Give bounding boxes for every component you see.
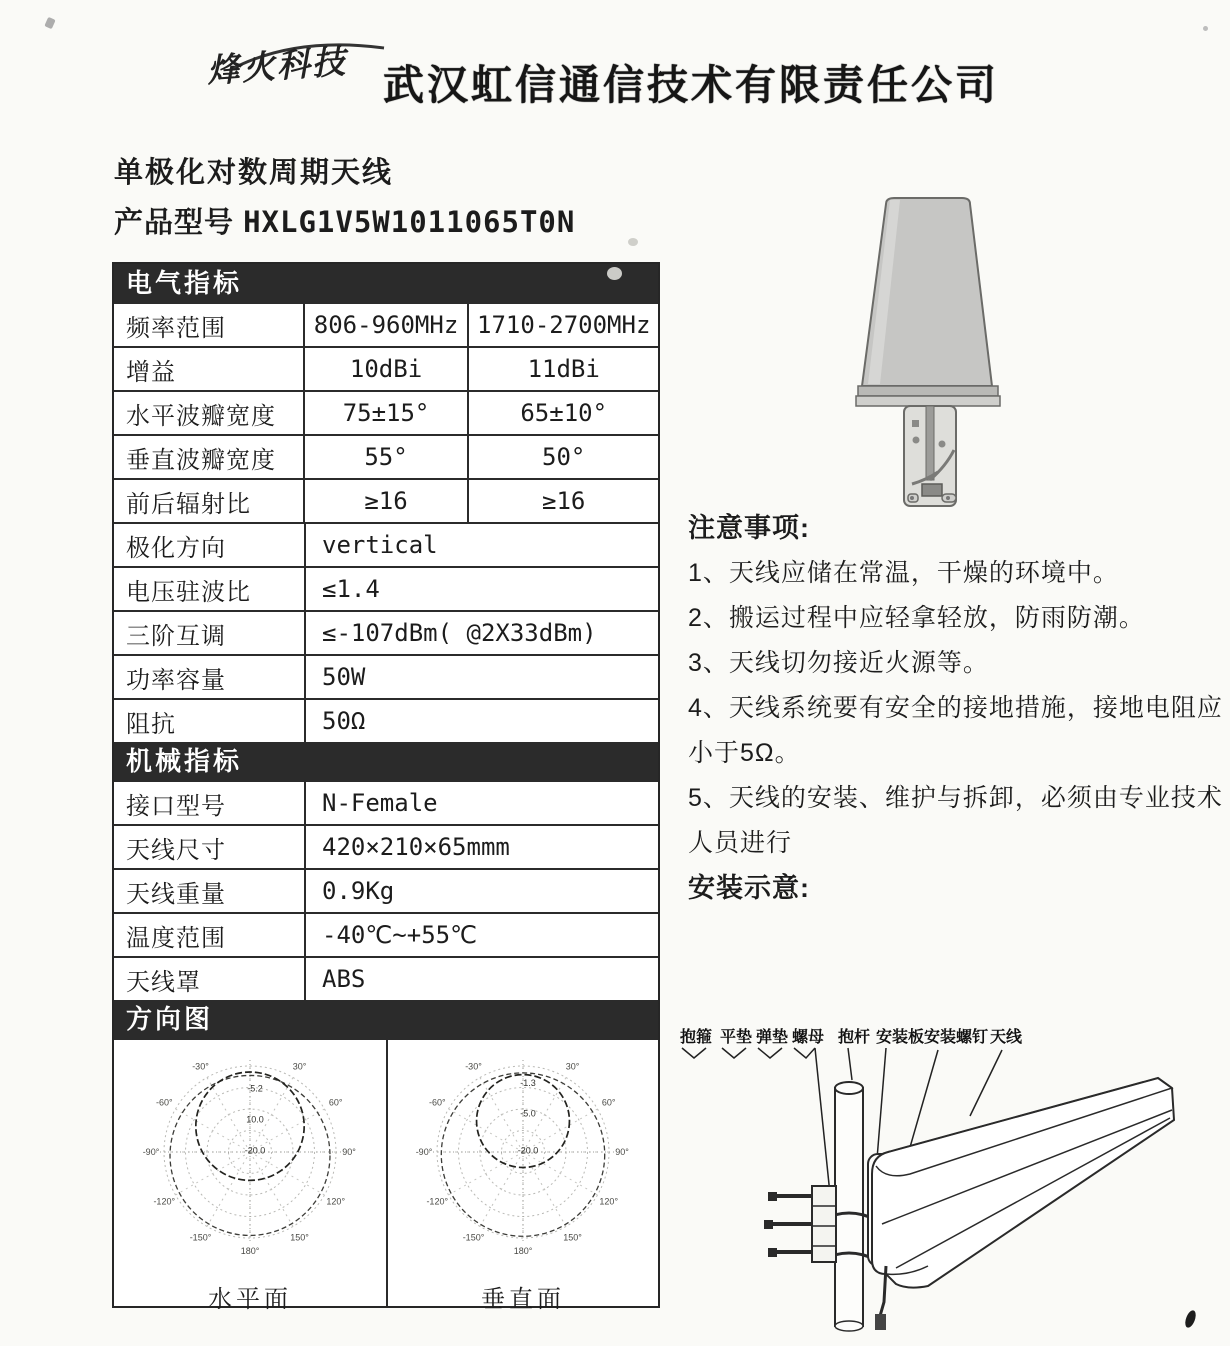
- angle-tick-label: 180°: [240, 1246, 260, 1256]
- row-value: ≥16: [303, 480, 468, 522]
- angle-tick-label: 30°: [565, 1061, 580, 1072]
- angle-tick-label: 90°: [615, 1147, 629, 1157]
- label-mounting-screw: 安装螺钉: [924, 1029, 989, 1046]
- row-value: 11dBi: [467, 348, 658, 390]
- table-row: [114, 566, 658, 610]
- row-label: 频率范围: [126, 314, 226, 342]
- scan-hole-mark: [607, 267, 622, 280]
- product-model-line: [114, 200, 575, 241]
- row-label: 天线重量: [126, 880, 226, 908]
- label-mounting-plate: 安装板: [876, 1029, 925, 1046]
- angle-tick-label: -90°: [415, 1147, 433, 1157]
- table-row: [114, 610, 658, 654]
- row-label: 增益: [126, 358, 176, 386]
- row-value: vertical: [304, 524, 658, 566]
- table-row: [114, 824, 658, 868]
- row-label: 水平波瓣宽度: [126, 402, 276, 430]
- angle-tick-label: -60°: [428, 1097, 446, 1108]
- pattern-diagrams: [114, 1038, 658, 1313]
- table-row: [114, 434, 658, 478]
- spec-table: [112, 262, 660, 1313]
- row-value: ≤-107dBm( @2X33dBm): [304, 612, 658, 654]
- angle-tick-label: 60°: [601, 1097, 616, 1108]
- section-electrical: [114, 264, 658, 302]
- mechanical-rows: [114, 780, 658, 1000]
- table-row: [114, 390, 658, 434]
- angle-tick-label: -120°: [426, 1196, 449, 1207]
- angle-tick-label: 90°: [342, 1147, 356, 1157]
- label-antenna: 天线: [990, 1029, 1023, 1046]
- model-number: HXLG1V5W1011065T0N: [243, 205, 576, 239]
- notes-title: 注意事项:: [688, 513, 810, 543]
- note-item: 2、搬运过程中应轻拿轻放，防雨防潮。: [688, 604, 1145, 632]
- angle-tick-label: 120°: [326, 1196, 346, 1207]
- scan-speck: [628, 238, 638, 246]
- section-mechanical-label: 机械指标: [126, 746, 243, 776]
- row-label: 三阶互调: [126, 622, 226, 650]
- horizontal-polar-plot: [116, 1040, 384, 1281]
- angle-tick-label: -60°: [155, 1097, 173, 1108]
- row-value: 50Ω: [304, 700, 658, 742]
- section-pattern: [114, 1000, 658, 1038]
- row-value: 75±15°: [303, 392, 468, 434]
- angle-tick-label: -30°: [192, 1061, 209, 1072]
- table-row: [114, 780, 658, 824]
- row-value: N-Female: [304, 782, 658, 824]
- vertical-pattern-cell: [386, 1040, 658, 1313]
- table-row: [114, 654, 658, 698]
- note-item: 3、天线切勿接近火源等。: [688, 649, 989, 677]
- section-mechanical: [114, 742, 658, 780]
- row-label: 温度范围: [126, 924, 226, 952]
- label-pole: 抱杆: [838, 1029, 871, 1046]
- note-item: 1、天线应储在常温，干燥的环境中。: [688, 559, 1119, 587]
- table-row: [114, 698, 658, 742]
- polar-plot-svg: [389, 1040, 657, 1276]
- row-label: 电压驻波比: [126, 578, 251, 606]
- angle-tick-label: -150°: [462, 1232, 485, 1243]
- row-value: 10dBi: [303, 348, 468, 390]
- notes-items: [688, 551, 1228, 866]
- install-title: 安装示意:: [688, 873, 810, 903]
- table-row: [114, 868, 658, 912]
- table-row: [114, 956, 658, 1000]
- vertical-polar-plot: [389, 1040, 657, 1281]
- label-clamp: 抱箍: [680, 1029, 713, 1046]
- note-item: 4、天线系统要有安全的接地措施，接地电阻应小于5Ω。: [688, 694, 1223, 767]
- table-row: [114, 346, 658, 390]
- section-electrical-label: 电气指标: [126, 268, 243, 298]
- radial-value-label: 10.0: [246, 1114, 264, 1125]
- row-label: 前后辐射比: [126, 490, 251, 518]
- row-label: 功率容量: [126, 666, 226, 694]
- installation-diagram: [672, 1024, 1224, 1342]
- row-value: ABS: [304, 958, 658, 1000]
- horizontal-plane-caption: 水平面: [208, 1286, 292, 1313]
- note-item: 5、天线的安装、维护与拆卸，必须由专业技术人员进行: [688, 784, 1223, 857]
- row-value: 806-960MHz: [303, 304, 468, 346]
- radial-value-label: -1.3: [520, 1078, 536, 1089]
- label-spring-washer: 弹垫: [756, 1029, 789, 1046]
- table-row: [114, 912, 658, 956]
- row-label: 天线尺寸: [126, 836, 226, 864]
- row-value: 0.9Kg: [304, 870, 658, 912]
- row-label: 阻抗: [126, 710, 176, 738]
- table-row: [114, 478, 658, 522]
- label-flat-washer: 平垫: [720, 1029, 753, 1046]
- label-nut: 螺母: [792, 1029, 825, 1046]
- horizontal-pattern-cell: [114, 1040, 386, 1313]
- model-label: 产品型号: [114, 207, 235, 239]
- radial-value-label: -20.0: [517, 1145, 539, 1156]
- row-value: 50°: [467, 436, 658, 478]
- electrical-rows: [114, 302, 658, 742]
- angle-tick-label: 150°: [290, 1232, 309, 1243]
- angle-tick-label: 150°: [563, 1232, 582, 1243]
- row-value: -40℃~+55℃: [304, 914, 658, 956]
- table-row: [114, 522, 658, 566]
- scan-speck: [44, 17, 55, 29]
- row-value: 65±10°: [467, 392, 658, 434]
- row-value: 420×210×65mmm: [304, 826, 658, 868]
- vertical-plane-caption: 垂直面: [481, 1286, 565, 1313]
- scan-speck: [1203, 26, 1208, 31]
- row-value: ≤1.4: [304, 568, 658, 610]
- angle-tick-label: -150°: [189, 1232, 212, 1243]
- radial-value-label: -5.2: [247, 1083, 263, 1094]
- row-value: ≥16: [467, 480, 658, 522]
- radial-value-label: -5.0: [520, 1108, 536, 1119]
- angle-tick-label: -90°: [142, 1147, 160, 1157]
- angle-tick-label: 60°: [328, 1097, 343, 1108]
- notes-block: [688, 506, 1228, 911]
- row-value: 50W: [304, 656, 658, 698]
- angle-tick-label: -30°: [465, 1061, 482, 1072]
- company-name: 武汉虹信通信技术有限责任公司: [383, 62, 999, 108]
- angle-tick-label: 120°: [599, 1196, 619, 1207]
- antenna-product-photo: [842, 188, 1098, 510]
- row-value: 1710-2700MHz: [467, 304, 658, 346]
- row-label: 极化方向: [126, 534, 226, 562]
- row-label: 天线罩: [126, 968, 201, 996]
- row-label: 垂直波瓣宽度: [126, 446, 276, 474]
- logo-fiberhome: 烽火科技: [205, 41, 348, 91]
- section-pattern-label: 方向图: [126, 1004, 214, 1034]
- radial-value-label: -20.0: [244, 1145, 266, 1156]
- angle-tick-label: 30°: [292, 1061, 307, 1072]
- product-name-title: 单极化对数周期天线: [114, 157, 394, 189]
- table-row: [114, 302, 658, 346]
- row-label: 接口型号: [126, 792, 226, 820]
- polar-plot-svg: [116, 1040, 384, 1276]
- angle-tick-label: -120°: [153, 1196, 176, 1207]
- angle-tick-label: 180°: [513, 1246, 533, 1256]
- row-value: 55°: [303, 436, 468, 478]
